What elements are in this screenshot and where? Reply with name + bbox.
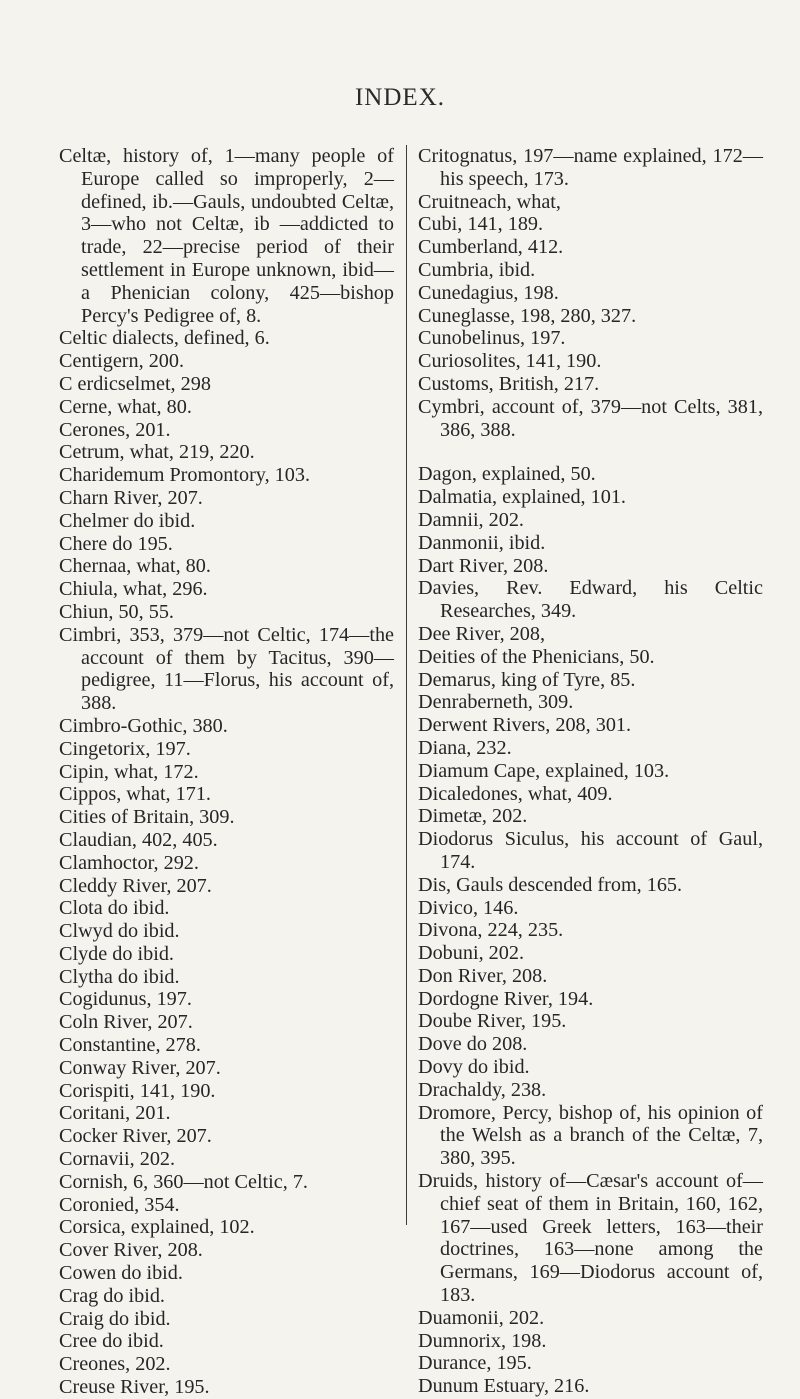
- index-entry: Cover River, 208.: [59, 1239, 203, 1262]
- index-entry: Duamonii, 202.: [418, 1306, 545, 1329]
- index-entry: Davies, Rev. Edward, his Celtic Researches, 349.: [418, 577, 763, 623]
- index-entry: Celtæ, history of, 1—many people of Europe called so improperly, 2—defined, ib.—Gauls, undoubted Celtæ, 3—who not Celtæ, ib —addicted to trade, 22—precise period of their settlement in Europe unknown, ibid—a Phenician colony, 425—bishop Percy's Pedigree of, 8.: [59, 145, 394, 327]
- index-entry: Drachaldy, 238.: [418, 1078, 547, 1101]
- index-entry: Coronied, 354.: [59, 1193, 180, 1216]
- index-entry: Don River, 208.: [418, 964, 548, 987]
- index-entry: Cunedagius, 198.: [418, 281, 559, 304]
- index-entry: Dumnorix, 198.: [418, 1329, 547, 1352]
- index-entry: Cities of Britain, 309.: [59, 806, 235, 829]
- index-entry: Critognatus, 197—name explained, 172—his speech, 173.: [418, 145, 763, 190]
- right-column: [406, 145, 763, 1398]
- index-entry: Dunum Estuary, 216.: [418, 1375, 590, 1398]
- index-entry: Clwyd do ibid.: [59, 920, 180, 943]
- index-entry: Diamum Cape, explained, 103.: [418, 759, 670, 782]
- index-entry: Damnii, 202.: [418, 508, 524, 531]
- index-entry: Dobuni, 202.: [418, 942, 524, 965]
- index-entry: Claudian, 402, 405.: [59, 828, 218, 851]
- index-entry: Cumbria, ibid.: [418, 258, 536, 281]
- index-entry: Chiun, 50, 55.: [59, 600, 174, 623]
- index-entry: Danmonii, ibid.: [418, 531, 546, 554]
- index-entry: Dart River, 208.: [418, 554, 549, 577]
- index-entry: Corsica, explained, 102.: [59, 1216, 255, 1239]
- index-entry: Cree do ibid.: [59, 1330, 164, 1353]
- index-entry: Customs, British, 217.: [418, 372, 600, 395]
- index-entry: Dromore, Percy, bishop of, his opinion of the Welsh as a branch of the Celtæ, 7, 380, 395.: [418, 1101, 763, 1170]
- index-entry: Cogidunus, 197.: [59, 988, 192, 1011]
- index-entry: Cunobelinus, 197.: [418, 327, 566, 350]
- index-entry: Dove do 208.: [418, 1033, 528, 1056]
- index-entry: Coritani, 201.: [59, 1102, 171, 1125]
- index-entry: Cipin, what, 172.: [59, 760, 199, 783]
- index-entry: Crag do ibid.: [59, 1284, 165, 1307]
- page-title: INDEX.: [354, 84, 445, 111]
- index-entry: Durance, 195.: [418, 1352, 532, 1375]
- index-entry: Cymbri, account of, 379—not Celts, 381, 386, 388.: [418, 395, 763, 441]
- index-entry: Dalmatia, explained, 101.: [418, 486, 626, 509]
- index-entry: Divico, 146.: [418, 896, 519, 919]
- index-entry: Divona, 224, 235.: [418, 919, 564, 942]
- index-entry: Chere do 195.: [59, 532, 173, 555]
- index-entry: Chiula, what, 296.: [59, 578, 208, 601]
- index-entry: Curiosolites, 141, 190.: [418, 350, 602, 373]
- index-entry: Cowen do ibid.: [59, 1262, 183, 1285]
- index-entry: Celtic dialects, defined, 6.: [59, 327, 270, 350]
- index-entry: Cornavii, 202.: [59, 1148, 176, 1171]
- index-entry: Cetrum, what, 219, 220.: [59, 441, 255, 464]
- index-entry: Charidemum Promontory, 103.: [59, 464, 311, 487]
- index-entry: Cubi, 141, 189.: [418, 213, 544, 236]
- index-entry: Demarus, king of Tyre, 85.: [418, 668, 636, 691]
- index-entry: Doube River, 195.: [418, 1010, 567, 1033]
- index-entry: Diana, 232.: [418, 736, 512, 759]
- index-entry: Clota do ibid.: [59, 897, 170, 920]
- index-entry: Dagon, explained, 50.: [418, 463, 596, 486]
- index-entry: Clamhoctor, 292.: [59, 851, 199, 874]
- index-entry: Cleddy River, 207.: [59, 874, 212, 897]
- index-entry: Cuneglasse, 198, 280, 327.: [418, 304, 637, 327]
- index-entry: C erdicselmet, 298: [59, 372, 211, 395]
- index-entry: Cippos, what, 171.: [59, 783, 211, 806]
- index-entry: Cerones, 201.: [59, 418, 171, 441]
- index-entry: Denraberneth, 309.: [418, 691, 574, 714]
- index-entry: Druids, history of—Cæsar's account of—chief seat of them in Britain, 160, 162, 167—used Greek letters, 163—their doctrines, 163—none among the Germans, 169—Diodorus account of, 183.: [418, 1170, 763, 1307]
- index-entry: Derwent Rivers, 208, 301.: [418, 714, 632, 737]
- index-entry: Conway River, 207.: [59, 1056, 221, 1079]
- index-entry: Dee River, 208,: [418, 622, 546, 645]
- index-entry: Centigern, 200.: [59, 350, 185, 373]
- left-column: [59, 145, 394, 1399]
- index-entry: Diodorus Siculus, his account of Gaul, 174.: [418, 828, 763, 873]
- index-entry: Creuse River, 195.: [59, 1376, 210, 1399]
- index-entry: Cumberland, 412.: [418, 236, 564, 259]
- index-entry: Corispiti, 141, 190.: [59, 1079, 216, 1102]
- index-entry: Deities of the Phenicians, 50.: [418, 645, 655, 668]
- index-entry: Creones, 202.: [59, 1353, 171, 1376]
- index-entry: Chelmer do ibid.: [59, 509, 196, 532]
- index-entry: Dovy do ibid.: [418, 1056, 530, 1079]
- index-entry: Cornish, 6, 360—not Celtic, 7.: [59, 1170, 308, 1193]
- index-entry: Cerne, what, 80.: [59, 395, 192, 418]
- index-entry: Cocker River, 207.: [59, 1125, 212, 1148]
- index-entry: Dimetæ, 202.: [418, 805, 528, 828]
- index-entry: Dicaledones, what, 409.: [418, 782, 613, 805]
- index-entry: Dis, Gauls descended from, 165.: [418, 873, 683, 896]
- index-entry: Charn River, 207.: [59, 486, 203, 509]
- index-entry: Craig do ibid.: [59, 1307, 171, 1330]
- index-entry: Constantine, 278.: [59, 1034, 201, 1057]
- index-entry: Clyde do ibid.: [59, 942, 174, 965]
- index-entry: Dordogne River, 194.: [418, 987, 594, 1010]
- section-gap: [418, 441, 763, 463]
- index-entry: Cimbri, 353, 379—not Celtic, 174—the account of them by Tacitus, 390—pedigree, 11—Florus, his account of, 388.: [59, 623, 394, 715]
- index-entry: Cimbro-Gothic, 380.: [59, 714, 228, 737]
- index-entry: Cingetorix, 197.: [59, 737, 191, 760]
- index-entry: Chernaa, what, 80.: [59, 555, 211, 578]
- index-entry: Clytha do ibid.: [59, 965, 180, 988]
- index-entry: Coln River, 207.: [59, 1011, 193, 1034]
- index-entry: Cruitneach, what,: [418, 190, 561, 213]
